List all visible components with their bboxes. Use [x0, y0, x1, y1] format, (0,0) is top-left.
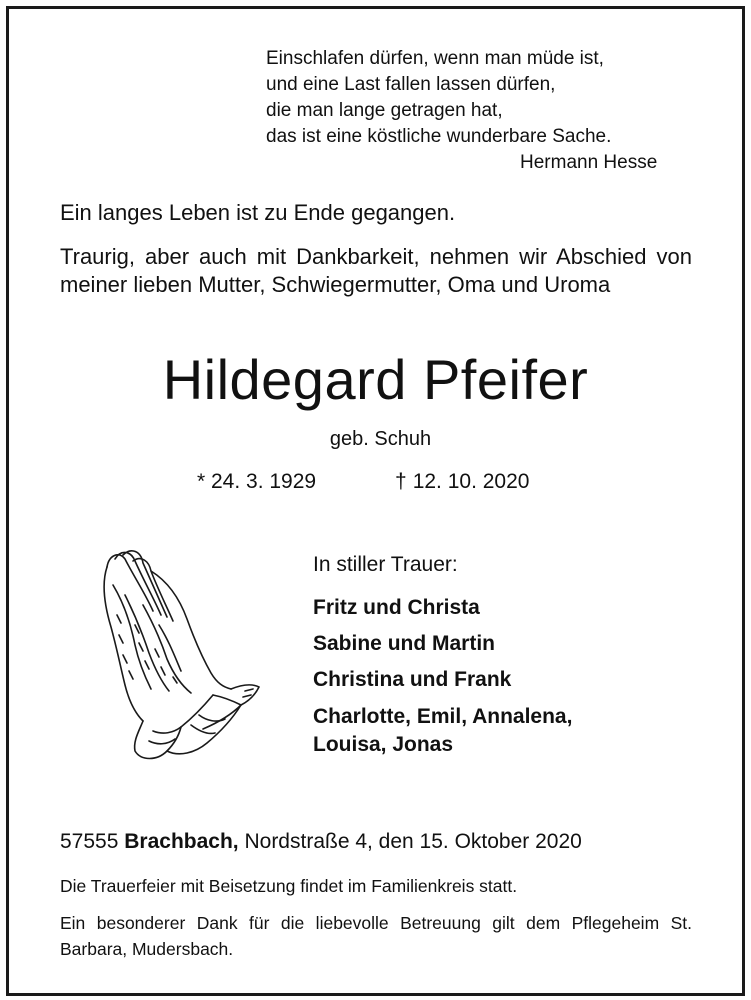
cross-icon: † — [395, 470, 407, 493]
death-date-group — [395, 470, 529, 494]
town: Brachbach, — [124, 830, 239, 853]
mourner-item: Christina und Frank — [313, 668, 512, 691]
mourner-item: Charlotte, Emil, Annalena, Louisa, Jonas — [313, 705, 573, 756]
intro-text: Traurig, aber auch mit Dankbarkeit, nehmen wir Abschied von meiner lieben Mutter, Schwiegermutter, Oma und Uroma — [60, 244, 692, 297]
postal-code: 57555 — [60, 830, 119, 853]
poem-author: Hermann Hesse — [520, 152, 658, 173]
poem-line: die man lange getragen hat, — [266, 100, 503, 121]
funeral-note: Die Trauerfeier mit Beisetzung findet im Familienkreis statt. — [60, 876, 518, 896]
mourning-label: In stiller Trauer: — [313, 553, 458, 576]
death-date: 12. 10. 2020 — [412, 470, 530, 493]
poem — [266, 46, 696, 150]
intro-line: Ein langes Leben ist zu Ende gegangen. — [60, 200, 456, 225]
thanks-note: Ein besonderer Dank für die liebevolle Betreuung gilt dem Pflegeheim St. Barbara, Mudersbach. — [60, 913, 692, 959]
poem-line: das ist eine köstliche wunderbare Sache. — [266, 126, 612, 147]
praying-hands-icon — [95, 545, 265, 770]
poem-line: Einschlafen dürfen, wenn man müde ist, — [266, 48, 604, 69]
mourner-item: Sabine und Martin — [313, 632, 496, 655]
maiden-name: geb. Schuh — [329, 428, 432, 450]
mourner-item: Fritz und Christa — [313, 596, 480, 619]
birth-date: * 24. 3. 1929 — [197, 470, 317, 493]
poem-line: und eine Last fallen lassen dürfen, — [266, 74, 556, 95]
address-date: Nordstraße 4, den 15. Oktober 2020 — [244, 830, 582, 853]
mourners-list — [313, 595, 713, 769]
deceased-name: Hildegard Pfeifer — [162, 348, 589, 411]
place-line — [60, 830, 582, 854]
